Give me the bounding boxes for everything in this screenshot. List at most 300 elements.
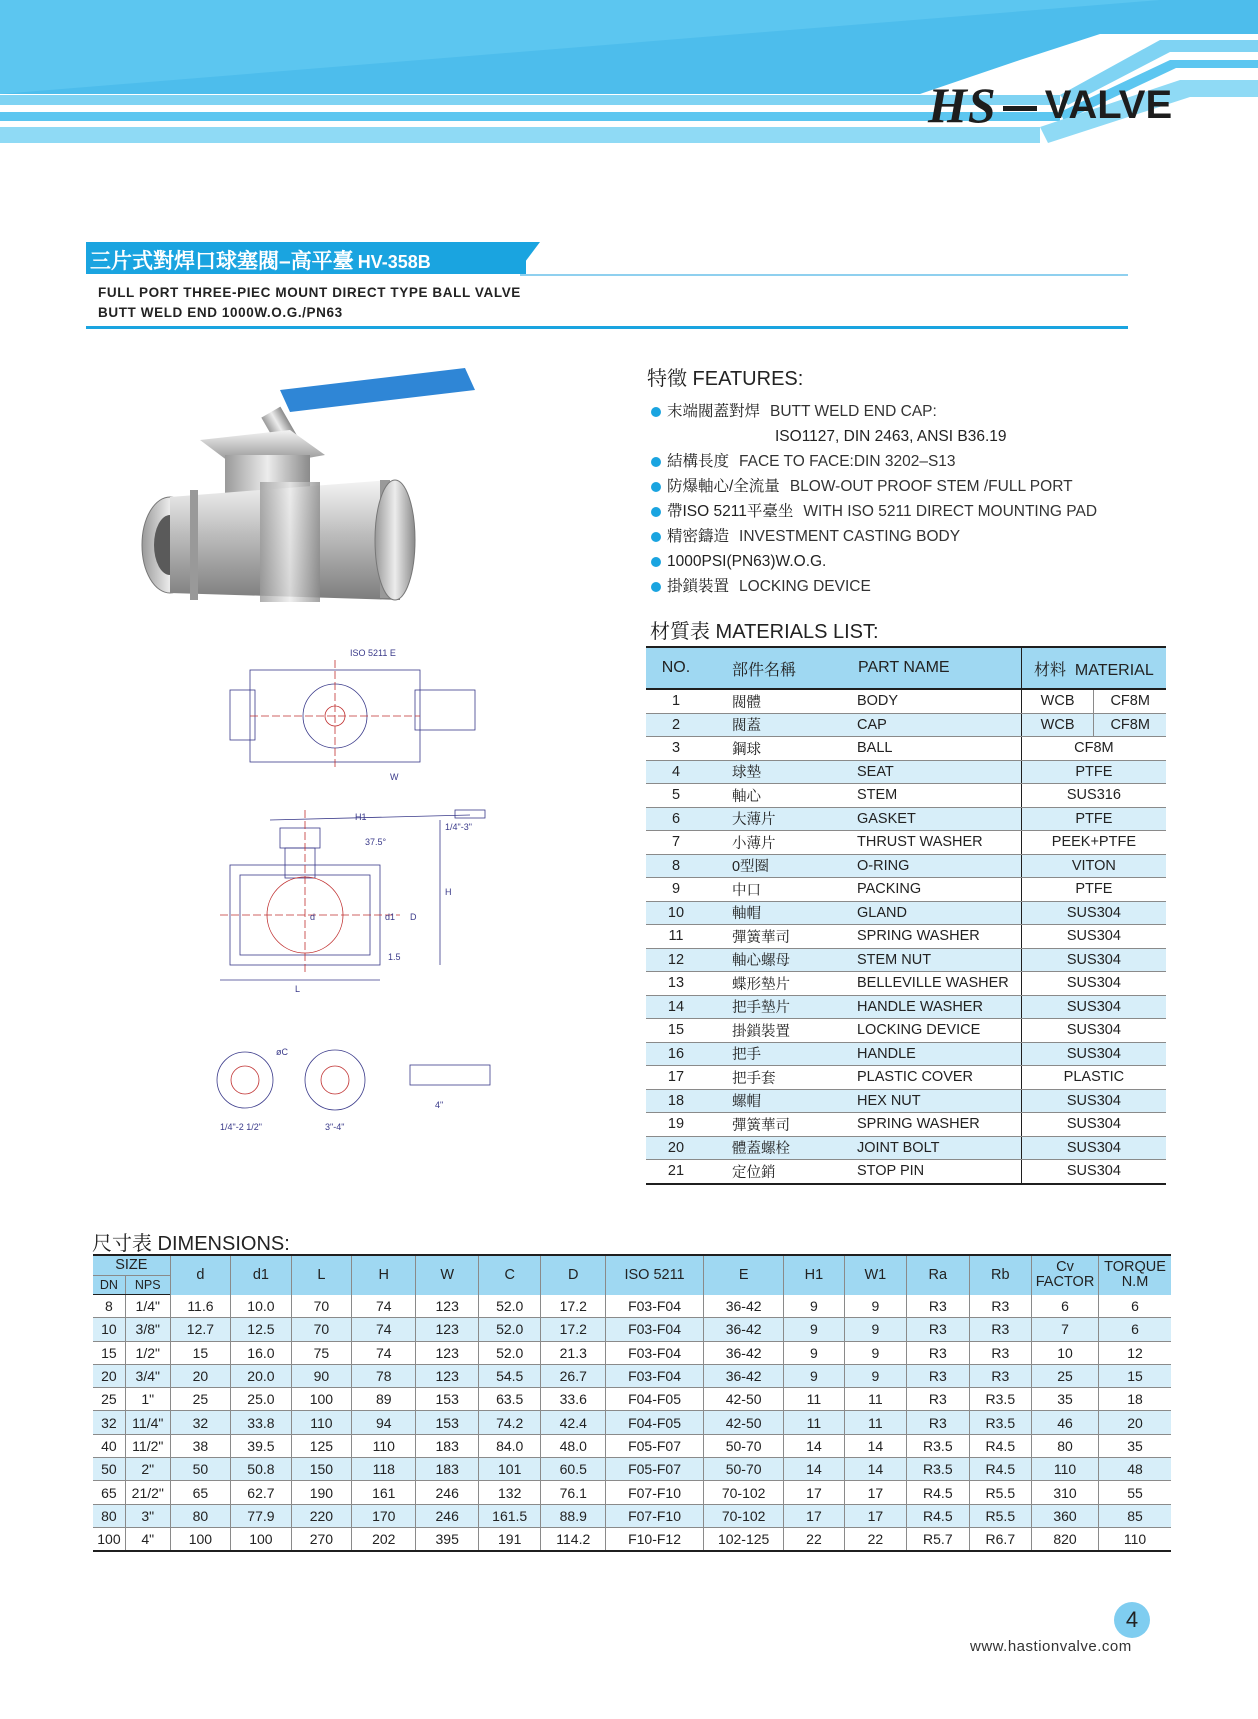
product-title-zh: 三片式對焊口球塞閥–高平臺: [90, 250, 354, 273]
col-name-zh: 部件名稱: [706, 647, 857, 689]
dimension-row: [93, 1481, 1171, 1504]
dimension-cell: 22: [784, 1527, 844, 1551]
dimension-cell: 85: [1098, 1504, 1171, 1527]
material-value: PTFE: [1021, 760, 1166, 784]
dimension-cell: 183: [416, 1458, 478, 1481]
dimension-cell: 3/4": [125, 1364, 170, 1387]
dimension-cell: 395: [416, 1527, 478, 1551]
dimension-cell: 90: [291, 1364, 351, 1387]
material-name-en: CAP: [857, 713, 1021, 737]
material-row: [646, 784, 1166, 808]
material-value: SUS304: [1021, 972, 1166, 996]
dimension-cell: 80: [170, 1504, 231, 1527]
dimension-cell: 11: [784, 1388, 844, 1411]
dimension-cell: 50-70: [704, 1458, 784, 1481]
dimension-cell: 1/4": [125, 1295, 170, 1318]
material-value: PTFE: [1021, 878, 1166, 902]
dimension-cell: 42-50: [704, 1411, 784, 1434]
dimension-cell: 14: [784, 1434, 844, 1457]
size-label-d: 1/4"-3": [445, 822, 472, 832]
col-w: W: [416, 1255, 478, 1295]
material-value: PLASTIC: [1021, 1066, 1166, 1090]
dimension-cell: 74: [352, 1295, 416, 1318]
material-no: 16: [646, 1042, 706, 1066]
material-name-en: BODY: [857, 689, 1021, 713]
material-no: 7: [646, 831, 706, 855]
dimension-cell: 3/8": [125, 1318, 170, 1341]
dimension-cell: 50: [170, 1458, 231, 1481]
dimension-cell: F03-F04: [606, 1318, 704, 1341]
dimension-cell: 50-70: [704, 1434, 784, 1457]
dimension-cell: 100: [93, 1527, 125, 1551]
material-name-en: JOINT BOLT: [857, 1136, 1021, 1160]
handle-grip: [280, 368, 475, 412]
dimension-cell: 60.5: [541, 1458, 606, 1481]
dimension-cell: F07-F10: [606, 1504, 704, 1527]
logo-hs-text: HS: [928, 77, 997, 133]
material-row: [646, 854, 1166, 878]
dimension-cell: 17: [784, 1504, 844, 1527]
dimension-cell: 150: [291, 1458, 351, 1481]
material-name-zh: 軸帽: [706, 901, 857, 925]
dimension-cell: 21.3: [541, 1341, 606, 1364]
feature-item: 防爆軸心/全流量 BLOW-OUT PROOF STEM /FULL PORT: [647, 474, 1147, 499]
feature-item: 精密鑄造 INVESTMENT CASTING BODY: [647, 524, 1147, 549]
dimension-cell: 14: [844, 1458, 906, 1481]
dimension-cell: 310: [1032, 1481, 1099, 1504]
material-name-zh: 閥體: [706, 689, 857, 713]
material-name-zh: 球墊: [706, 760, 857, 784]
dimension-cell: R5.5: [969, 1481, 1032, 1504]
material-no: 18: [646, 1089, 706, 1113]
dimension-cell: 110: [1098, 1527, 1171, 1551]
bullet-icon: [651, 457, 661, 467]
size-label-a: 1/4"-2 1/2": [220, 1122, 262, 1132]
material-name-zh: 掛鎖裝置: [706, 1019, 857, 1043]
title-divider: [86, 326, 1128, 329]
bullet-icon: [651, 507, 661, 517]
material-row: [646, 1160, 1166, 1184]
material-name-en: HEX NUT: [857, 1089, 1021, 1113]
dimension-cell: 14: [784, 1458, 844, 1481]
dimension-cell: R4.5: [907, 1481, 970, 1504]
material-no: 4: [646, 760, 706, 784]
material-name-zh: 軸心: [706, 784, 857, 808]
material-no: 19: [646, 1113, 706, 1137]
dimension-cell: 9: [784, 1341, 844, 1364]
dimension-cell: 89: [352, 1388, 416, 1411]
dimension-cell: 33.8: [231, 1411, 292, 1434]
material-name-zh: 把手墊片: [706, 995, 857, 1019]
dimension-cell: 12.7: [170, 1318, 231, 1341]
dimension-cell: 153: [416, 1411, 478, 1434]
size-label-b: 3"-4": [325, 1122, 345, 1132]
page-number: 4: [1114, 1602, 1150, 1638]
col-ra: Ra: [907, 1255, 970, 1295]
dimension-cell: 102-125: [704, 1527, 784, 1551]
dimension-cell: 94: [352, 1411, 416, 1434]
material-name-zh: 把手套: [706, 1066, 857, 1090]
dimension-cell: R3: [969, 1318, 1032, 1341]
dimension-cell: F04-F05: [606, 1411, 704, 1434]
dimension-cell: R3: [907, 1411, 970, 1434]
dimension-cell: 6: [1032, 1295, 1099, 1318]
col-no: NO.: [646, 647, 706, 689]
dimension-row: [93, 1527, 1171, 1551]
dimension-cell: 16.0: [231, 1341, 292, 1364]
material-value: VITON: [1021, 854, 1166, 878]
dimension-cell: 55: [1098, 1481, 1171, 1504]
material-value: PEEK+PTFE: [1021, 831, 1166, 855]
dimension-cell: 20.0: [231, 1364, 292, 1387]
dimension-cell: R3: [907, 1364, 970, 1387]
dimension-cell: 125: [291, 1434, 351, 1457]
dimension-cell: 65: [93, 1481, 125, 1504]
dimension-cell: 1": [125, 1388, 170, 1411]
material-name-en: SPRING WASHER: [857, 925, 1021, 949]
dimension-cell: 52.0: [478, 1341, 541, 1364]
material-value: PTFE: [1021, 807, 1166, 831]
features-section: [647, 362, 1147, 599]
dimension-cell: 2": [125, 1458, 170, 1481]
dimension-cell: 15: [1098, 1364, 1171, 1387]
col-l: L: [291, 1255, 351, 1295]
dimension-cell: R3: [969, 1341, 1032, 1364]
dimension-cell: 36-42: [704, 1295, 784, 1318]
dimension-cell: 9: [844, 1341, 906, 1364]
material-name-en: BALL: [857, 737, 1021, 761]
material-row: [646, 1066, 1166, 1090]
product-title: [90, 245, 431, 275]
dimension-cell: R3.5: [907, 1434, 970, 1457]
col-d1: d1: [231, 1255, 292, 1295]
material-no: 1: [646, 689, 706, 713]
material-no: 13: [646, 972, 706, 996]
bullet-icon: [651, 407, 661, 417]
dimension-row: [93, 1364, 1171, 1387]
material-name-zh: 彈簧華司: [706, 1113, 857, 1137]
dimension-cell: 3": [125, 1504, 170, 1527]
feature-item: 1000PSI(PN63)W.O.G.: [647, 549, 1147, 574]
material-name-en: PLASTIC COVER: [857, 1066, 1021, 1090]
dimension-cell: 78: [352, 1364, 416, 1387]
website-url: www.hastionvalve.com: [970, 1638, 1132, 1655]
dimension-cell: 21/2": [125, 1481, 170, 1504]
dimension-cell: 20: [170, 1364, 231, 1387]
dimension-cell: R6.7: [969, 1527, 1032, 1551]
feature-item: 掛鎖裝置 LOCKING DEVICE: [647, 574, 1147, 599]
material-row: [646, 760, 1166, 784]
material-no: 11: [646, 925, 706, 949]
dimension-cell: 820: [1032, 1527, 1099, 1551]
material-no: 21: [646, 1160, 706, 1184]
dimension-cell: 10.0: [231, 1295, 292, 1318]
dimension-cell: 110: [291, 1411, 351, 1434]
material-name-zh: 大薄片: [706, 807, 857, 831]
dimension-cell: 76.1: [541, 1481, 606, 1504]
material-row: [646, 689, 1166, 713]
dimension-cell: 52.0: [478, 1295, 541, 1318]
dimension-cell: 14: [844, 1434, 906, 1457]
dimension-cell: 36-42: [704, 1318, 784, 1341]
material-value: SUS304: [1021, 1136, 1166, 1160]
material-value-alt: CF8M: [1094, 713, 1166, 737]
dimension-row: [93, 1388, 1171, 1411]
material-row: [646, 1042, 1166, 1066]
material-no: 10: [646, 901, 706, 925]
material-name-zh: 體蓋螺栓: [706, 1136, 857, 1160]
material-row: [646, 1113, 1166, 1137]
material-row: [646, 972, 1166, 996]
dimension-cell: 170: [352, 1504, 416, 1527]
dimension-cell: 33.6: [541, 1388, 606, 1411]
t-label: 1.5: [388, 952, 401, 962]
dimension-cell: 50: [93, 1458, 125, 1481]
dimension-cell: 123: [416, 1295, 478, 1318]
dimension-cell: F05-F07: [606, 1458, 704, 1481]
dimension-cell: 38: [170, 1434, 231, 1457]
dimension-cell: 123: [416, 1364, 478, 1387]
logo-valve-text: VALVE: [1044, 82, 1173, 127]
dimensions-heading: 尺寸表 DIMENSIONS:: [92, 1233, 290, 1255]
dimension-cell: 9: [784, 1318, 844, 1341]
dimension-cell: R4.5: [969, 1458, 1032, 1481]
dimension-cell: R4.5: [969, 1434, 1032, 1457]
dimension-cell: 36-42: [704, 1364, 784, 1387]
materials-header-row: [646, 647, 1166, 689]
col-d: d: [170, 1255, 231, 1295]
dimension-cell: 25.0: [231, 1388, 292, 1411]
materials-heading: 材質表 MATERIALS LIST:: [650, 621, 879, 643]
product-subtitle: [98, 283, 521, 323]
l-label: L: [295, 984, 301, 994]
material-name-zh: 彈簧華司: [706, 925, 857, 949]
dimension-cell: 11/4": [125, 1411, 170, 1434]
dimension-cell: 17: [844, 1481, 906, 1504]
dimension-cell: 22: [844, 1527, 906, 1551]
D-label: D: [410, 912, 417, 922]
dimension-row: [93, 1504, 1171, 1527]
dimension-cell: 9: [844, 1295, 906, 1318]
bullet-icon: [651, 482, 661, 492]
material-value: SUS304: [1021, 925, 1166, 949]
dimension-cell: 100: [170, 1527, 231, 1551]
material-value: SUS304: [1021, 1089, 1166, 1113]
dimension-cell: 54.5: [478, 1364, 541, 1387]
material-name-en: STEM NUT: [857, 948, 1021, 972]
col-h1: H1: [784, 1255, 844, 1295]
dimension-cell: 40: [93, 1434, 125, 1457]
col-h: H: [352, 1255, 416, 1295]
material-name-zh: 蝶形墊片: [706, 972, 857, 996]
dimension-cell: 100: [291, 1388, 351, 1411]
dimension-cell: 26.7: [541, 1364, 606, 1387]
material-name-en: BELLEVILLE WASHER: [857, 972, 1021, 996]
col-dn: DN: [93, 1276, 125, 1295]
material-row: [646, 1136, 1166, 1160]
material-no: 2: [646, 713, 706, 737]
angle-label: 37.5°: [365, 837, 387, 847]
material-no: 9: [646, 878, 706, 902]
dimension-cell: R3: [969, 1364, 1032, 1387]
dimension-cell: 88.9: [541, 1504, 606, 1527]
dimension-cell: 11: [844, 1411, 906, 1434]
dimension-cell: 7: [1032, 1318, 1099, 1341]
iso-label: ISO 5211 E: [350, 648, 396, 658]
dimension-cell: 101: [478, 1458, 541, 1481]
dimension-cell: R3.5: [969, 1411, 1032, 1434]
material-row: [646, 713, 1166, 737]
col-nps: NPS: [125, 1276, 170, 1295]
material-value: CF8M: [1021, 737, 1166, 761]
dimension-cell: 153: [416, 1388, 478, 1411]
dimension-cell: 84.0: [478, 1434, 541, 1457]
material-value: SUS316: [1021, 784, 1166, 808]
dimension-cell: 114.2: [541, 1527, 606, 1551]
col-torque: TORQUE N.M: [1098, 1255, 1171, 1295]
material-name-en: STOP PIN: [857, 1160, 1021, 1184]
material-value: SUS304: [1021, 901, 1166, 925]
col-c: C: [478, 1255, 541, 1295]
dimension-cell: 6: [1098, 1295, 1171, 1318]
dimension-cell: F03-F04: [606, 1341, 704, 1364]
material-name-en: GLAND: [857, 901, 1021, 925]
c-label: øC: [276, 1047, 288, 1057]
dimension-cell: 11/2": [125, 1434, 170, 1457]
dimension-cell: 4": [125, 1527, 170, 1551]
material-value: WCB: [1021, 713, 1094, 737]
dimension-cell: 17.2: [541, 1318, 606, 1341]
dimension-cell: F10-F12: [606, 1527, 704, 1551]
material-name-en: HANDLE WASHER: [857, 995, 1021, 1019]
h-label: H: [445, 887, 452, 897]
material-name-en: STEM: [857, 784, 1021, 808]
dimension-cell: R3: [969, 1295, 1032, 1318]
dimension-cell: F03-F04: [606, 1364, 704, 1387]
valve-technical-drawing: [210, 640, 570, 1160]
material-name-zh: 軸心螺母: [706, 948, 857, 972]
material-value: SUS304: [1021, 1160, 1166, 1184]
valve-photo: [130, 360, 490, 650]
bullet-icon: [651, 557, 661, 567]
dimension-cell: 8: [93, 1295, 125, 1318]
dimension-cell: 70-102: [704, 1481, 784, 1504]
brand-logo: [928, 76, 1172, 134]
dimension-cell: 25: [170, 1388, 231, 1411]
dimensions-header-row: [93, 1255, 1171, 1276]
col-w1: W1: [844, 1255, 906, 1295]
dimension-cell: 42.4: [541, 1411, 606, 1434]
dimension-cell: 220: [291, 1504, 351, 1527]
material-name-en: THRUST WASHER: [857, 831, 1021, 855]
material-value-alt: CF8M: [1094, 689, 1166, 713]
materials-table: [646, 646, 1166, 1185]
material-row: [646, 948, 1166, 972]
dimension-cell: 246: [416, 1481, 478, 1504]
material-row: [646, 831, 1166, 855]
dimension-cell: 11.6: [170, 1295, 231, 1318]
material-row: [646, 807, 1166, 831]
dimension-cell: R5.5: [969, 1504, 1032, 1527]
dimension-cell: R3.5: [969, 1388, 1032, 1411]
dimension-cell: 183: [416, 1434, 478, 1457]
dimension-cell: F04-F05: [606, 1388, 704, 1411]
dimension-cell: 9: [784, 1364, 844, 1387]
dimension-cell: R3: [907, 1295, 970, 1318]
material-name-en: HANDLE: [857, 1042, 1021, 1066]
d1-label: d1: [385, 912, 396, 922]
dimension-cell: 270: [291, 1527, 351, 1551]
dimension-cell: 74: [352, 1341, 416, 1364]
dimensions-table: [93, 1254, 1171, 1552]
dimension-cell: 360: [1032, 1504, 1099, 1527]
col-iso: ISO 5211: [606, 1255, 704, 1295]
dimension-cell: R3: [907, 1341, 970, 1364]
material-no: 14: [646, 995, 706, 1019]
page-header: [0, 0, 1258, 160]
features-list: [647, 399, 1147, 599]
dimension-cell: 190: [291, 1481, 351, 1504]
dimension-cell: 100: [231, 1527, 292, 1551]
material-name-en: GASKET: [857, 807, 1021, 831]
feature-extra: ISO1127, DIN 2463, ANSI B36.19: [775, 428, 1007, 445]
dimension-cell: 9: [784, 1295, 844, 1318]
col-cv: Cv FACTOR: [1032, 1255, 1099, 1295]
dimension-cell: 74: [352, 1318, 416, 1341]
dimension-cell: 10: [1032, 1341, 1099, 1364]
subtitle-line-2: BUTT WELD END 1000W.O.G./PN63: [98, 305, 343, 320]
w-label: W: [390, 772, 399, 782]
dimension-cell: 42-50: [704, 1388, 784, 1411]
dimension-cell: 35: [1098, 1434, 1171, 1457]
dimension-cell: F07-F10: [606, 1481, 704, 1504]
material-row: [646, 1019, 1166, 1043]
material-value: SUS304: [1021, 1019, 1166, 1043]
dimension-cell: 15: [93, 1341, 125, 1364]
materials-body: [646, 689, 1166, 1184]
dimension-cell: 50.8: [231, 1458, 292, 1481]
dimension-cell: 191: [478, 1527, 541, 1551]
material-name-zh: 定位銷: [706, 1160, 857, 1184]
d-label: d: [310, 912, 316, 922]
dimension-cell: 48: [1098, 1458, 1171, 1481]
col-D: D: [541, 1255, 606, 1295]
dimension-cell: 25: [1032, 1364, 1099, 1387]
dimension-row: [93, 1434, 1171, 1457]
dimension-cell: R3: [907, 1388, 970, 1411]
feature-item: 帶ISO 5211平臺坐 WITH ISO 5211 DIRECT MOUNTING PAD: [647, 499, 1147, 524]
dimension-cell: 12.5: [231, 1318, 292, 1341]
dimension-cell: R4.5: [907, 1504, 970, 1527]
dimension-cell: 74.2: [478, 1411, 541, 1434]
material-row: [646, 1089, 1166, 1113]
material-no: 15: [646, 1019, 706, 1043]
col-material: 材料 MATERIAL: [1021, 647, 1166, 689]
dimension-cell: 75: [291, 1341, 351, 1364]
material-name-en: SEAT: [857, 760, 1021, 784]
features-heading: 特徵 FEATURES:: [647, 368, 804, 390]
dimension-row: [93, 1318, 1171, 1341]
dimension-cell: F05-F07: [606, 1434, 704, 1457]
size-label-c: 4": [435, 1100, 444, 1110]
dimension-cell: 110: [352, 1434, 416, 1457]
title-divider-top: [520, 274, 1128, 276]
dimension-cell: F03-F04: [606, 1295, 704, 1318]
dimension-cell: 62.7: [231, 1481, 292, 1504]
bullet-icon: [651, 532, 661, 542]
material-no: 6: [646, 807, 706, 831]
dimension-row: [93, 1295, 1171, 1318]
